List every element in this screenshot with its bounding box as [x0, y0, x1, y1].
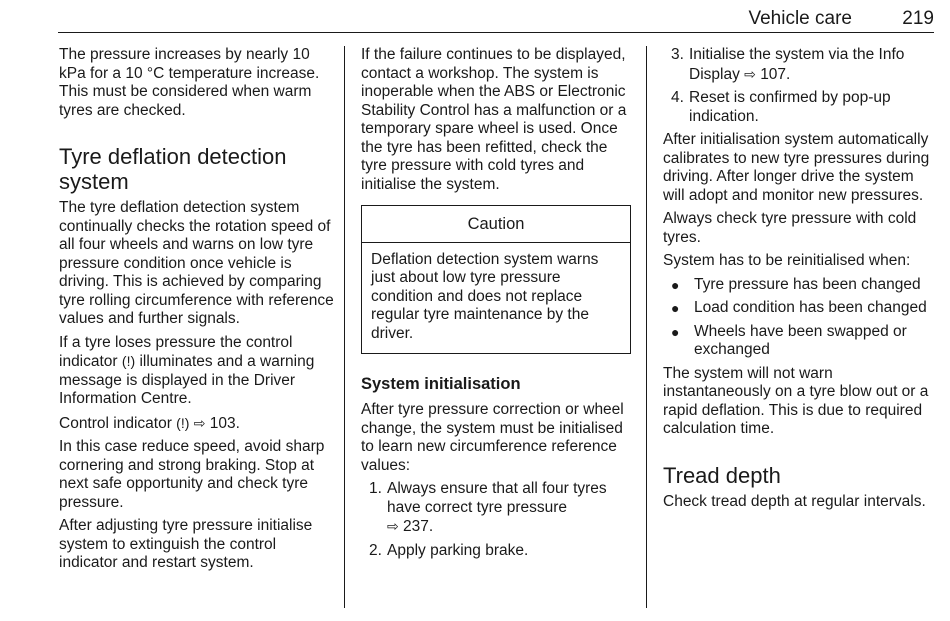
tyre-pressure-warning-icon: (!): [121, 353, 136, 369]
page-reference[interactable]: 237.: [403, 518, 434, 535]
step-number: 2.: [369, 541, 382, 559]
page-reference-arrow-icon: ⇨: [744, 65, 756, 82]
list-item: [361, 480, 637, 537]
paragraph: In this case reduce speed, avoid sharp cornering and strong braking. Stop at next safe opportunity and check tyre pressure.: [59, 438, 325, 511]
heading-tyre-deflation: Tyre deflation detection system: [59, 144, 287, 194]
list-item: [361, 542, 637, 561]
paragraph: Check tread depth at regular intervals.: [663, 492, 926, 510]
column-3: [663, 46, 939, 516]
paragraph: After initialisation system automatically calibrates to new tyre pressures during driving. After longer drive the system will adopt and monitor new pressures.: [663, 131, 930, 204]
step-number: 3.: [671, 46, 684, 63]
bullet-text: Tyre pressure has been changed: [694, 275, 921, 293]
paragraph: The system will not warn instantaneously on a tyre blow out or a rapid deflation. This is due to required calculation time.: [663, 364, 929, 437]
tyre-pressure-warning-icon: (!): [176, 414, 190, 431]
page-reference[interactable]: 103.: [209, 414, 240, 432]
list-item: [663, 276, 939, 295]
list-item: [663, 46, 939, 84]
column-1: [59, 46, 335, 578]
paragraph: If the failure continues to be displayed, contact a workshop. The system is inoperable when the ABS or Electronic Stability Control has a malfunction or a temporary spare wheel is used. Once the tyre has been refitted, check the tyre pressure with cold tyres and initialise the system.: [361, 46, 627, 193]
caution-box: [361, 205, 631, 354]
paragraph: The tyre deflation detection system continually checks the rotation speed of all four wheels and warns on low tyre pressure condition once vehicle is driving. This is achieved by comparing tyre rolling circumference with reference values and further signals.: [59, 199, 334, 327]
step-text: Initialise the system via the Info Display: [689, 46, 905, 83]
bullet-list: [663, 276, 939, 360]
list-item: [663, 89, 939, 126]
column-divider: [344, 46, 345, 608]
page-reference[interactable]: 107.: [760, 65, 791, 83]
paragraph: Always check tyre pressure with cold tyres.: [663, 210, 917, 246]
paragraph: The pressure increases by nearly 10 kPa for a 10 °C temperature increase. This must be considered when warm tyres are checked.: [59, 46, 320, 119]
bullet-icon: ●: [671, 300, 680, 316]
column-divider: [646, 46, 647, 608]
column-2: [361, 46, 637, 565]
caution-title: Caution: [362, 206, 630, 243]
page-number: 219: [902, 8, 934, 29]
step-text: Apply parking brake.: [387, 541, 529, 559]
step-number: 4.: [671, 89, 684, 106]
step-text: Reset is confirmed by pop-up indication.: [689, 89, 891, 125]
step-text: Always ensure that all four tyres have correct tyre pressure: [387, 480, 607, 516]
subheading-system-initialisation: System initialisation: [361, 375, 521, 393]
paragraph: [59, 414, 335, 434]
caution-body: Deflation detection system warns just about low tyre pressure condition and does not replace regular tyre maintenance by the driver.: [371, 250, 599, 342]
text: If a tyre loses pressure the control indicator: [59, 333, 293, 370]
bullet-icon: ●: [671, 323, 680, 340]
text: illuminates and a warning message is displayed in the Driver Information Centre.: [59, 353, 315, 407]
steps-list: [361, 480, 637, 560]
text: Control indicator: [59, 414, 172, 432]
paragraph: After adjusting tyre pressure initialise system to extinguish the control indicator and restart system.: [59, 517, 313, 571]
page-reference-arrow-icon: ⇨: [387, 518, 399, 534]
heading-tread-depth: Tread depth: [663, 462, 781, 488]
page-reference-arrow-icon: ⇨: [193, 414, 206, 431]
paragraph: After tyre pressure correction or wheel change, the system must be initialised to learn new circumference reference values:: [361, 401, 624, 474]
page-header: [58, 0, 934, 33]
step-number: 1.: [369, 480, 382, 497]
section-title: Vehicle care: [748, 8, 852, 29]
list-item: [663, 299, 939, 318]
steps-list: [663, 46, 939, 126]
bullet-text: Wheels have been swapped or exchanged: [694, 322, 907, 358]
bullet-text: Load condition has been changed: [694, 299, 927, 316]
bullet-icon: ●: [671, 276, 680, 293]
paragraph: System has to be reinitialised when:: [663, 252, 911, 269]
list-item: [663, 323, 939, 360]
paragraph: [59, 334, 335, 409]
